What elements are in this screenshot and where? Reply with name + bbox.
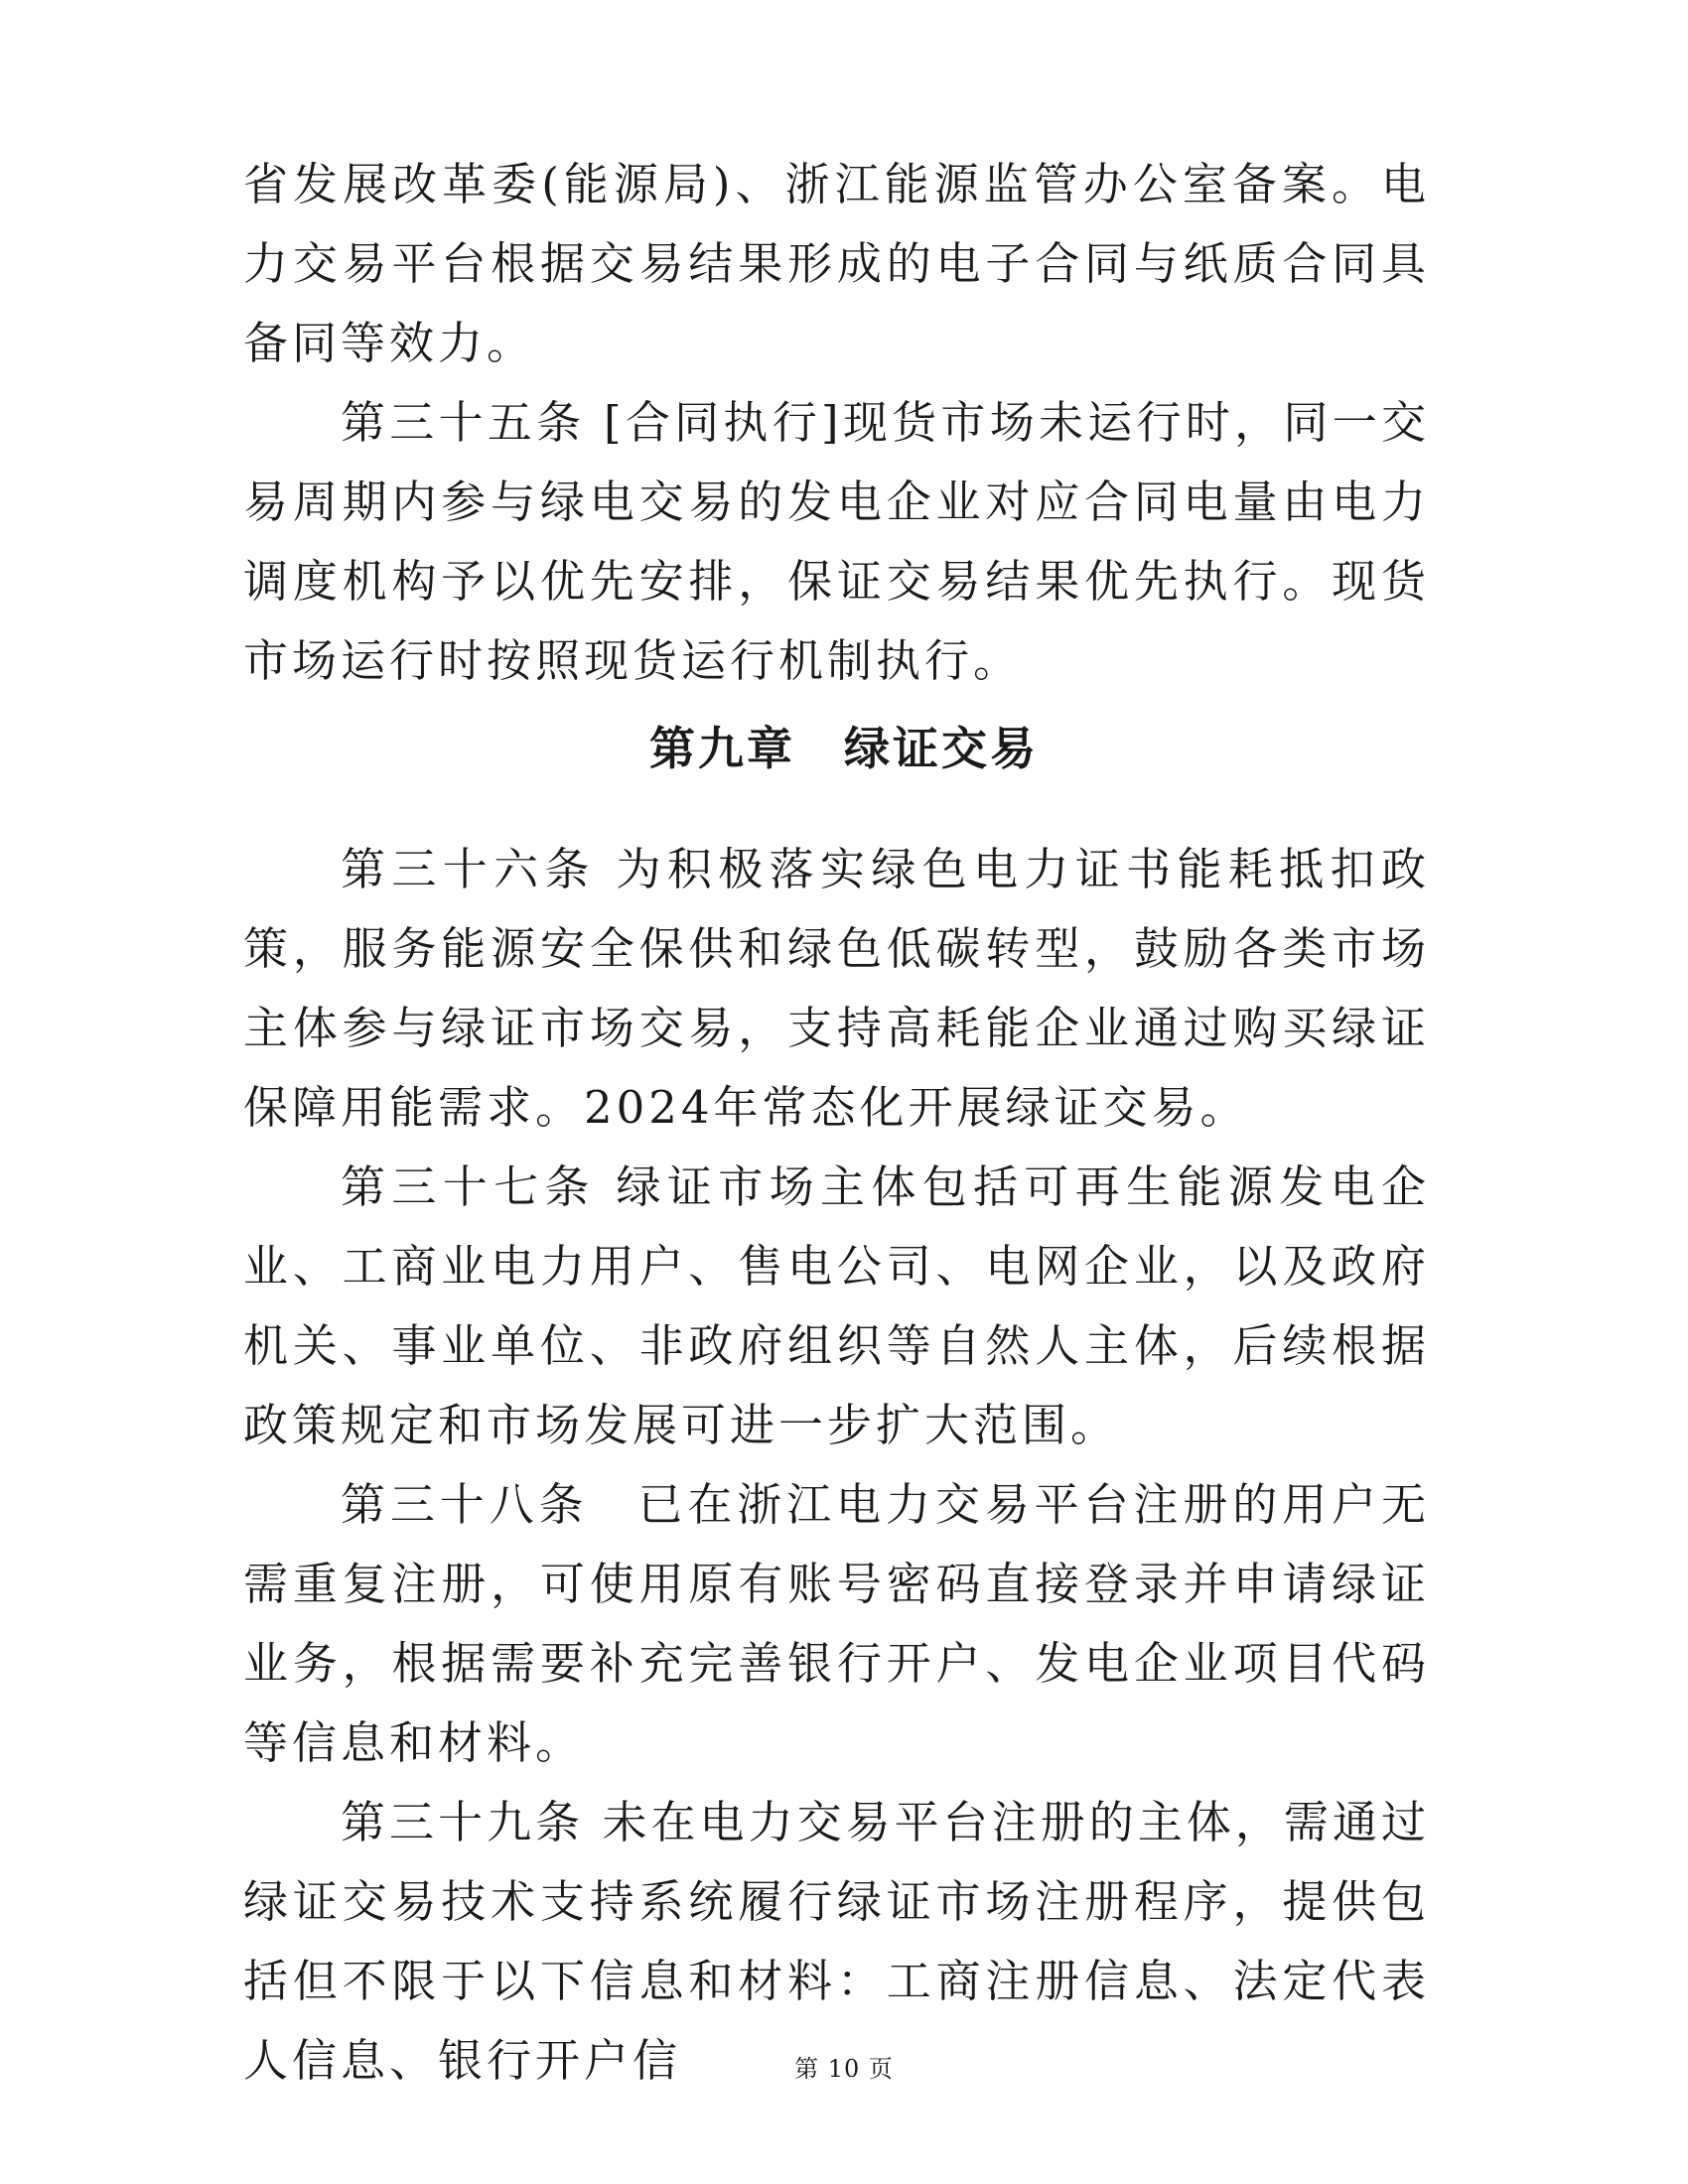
paragraph-continuation: 省发展改革委(能源局)、浙江能源监管办公室备案。电力交易平台根据交易结果形成的电子合同与纸质合同具备同等效力。 [243,158,1430,369]
chapter-heading: 第九章 绿证交易 [649,722,1039,775]
article-35-paragraph: 第三十五条 [合同执行]现货市场未运行时，同一交易周期内参与绿电交易的发电企业对应合同电量由电力调度机构予以优先安排，保证交易结果优先执行。现货市场运行时按照现货运行机制执行。 [243,396,1430,687]
article-39-paragraph: 第三十九条 未在电力交易平台注册的主体，需通过绿证交易技术支持系统履行绿证市场注册程序，提供包括但不限于以下信息和材料：工商注册信息、法定代表人信息、银行开户信 [243,1796,1430,2087]
page-number: 第 10 页 [794,2055,894,2083]
article-36-paragraph: 第三十六条 为积极落实绿色电力证书能耗抵扣政策，服务能源安全保供和绿色低碳转型，鼓励各类市场主体参与绿证市场交易，支持高耗能企业通过购买绿证保障用能需求。2024年常态化开展绿证交易。 [243,843,1430,1134]
article-37-paragraph: 第三十七条 绿证市场主体包括可再生能源发电企业、工商业电力用户、售电公司、电网企业，以及政府机关、事业单位、非政府组织等自然人主体，后续根据政策规定和市场发展可进一步扩大范围。 [243,1160,1430,1451]
top-text-block [243,145,1430,701]
bottom-text-block [243,830,1430,2101]
article-38-paragraph: 第三十八条 已在浙江电力交易平台注册的用户无需重复注册，可使用原有账号密码直接登录并申请绿证业务，根据需要补充完善银行开户、发电企业项目代码等信息和材料。 [243,1478,1430,1769]
